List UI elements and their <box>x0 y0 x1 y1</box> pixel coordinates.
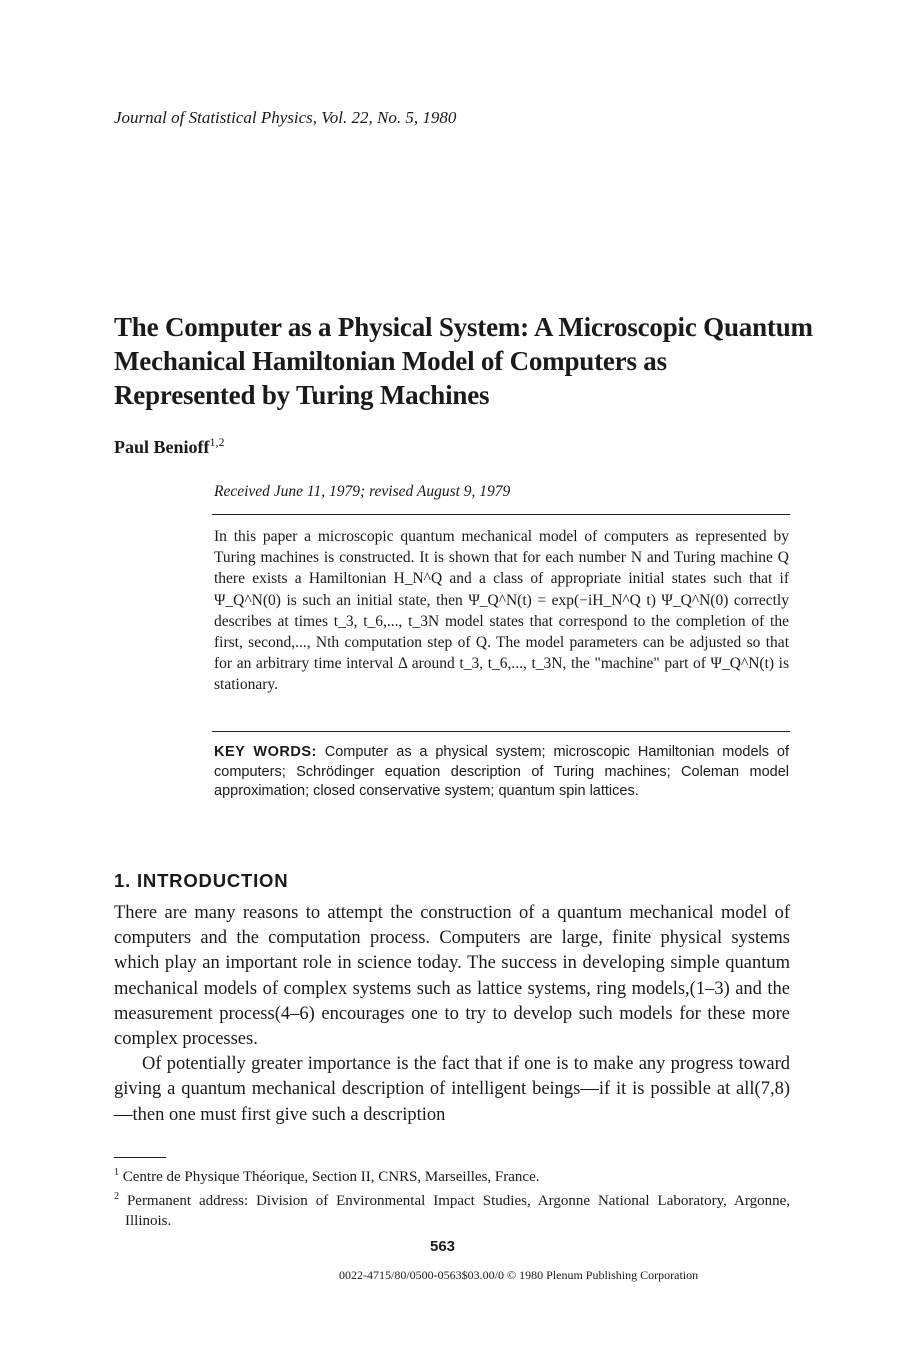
footnotes <box>114 1163 790 1231</box>
footnote-mark: 2 <box>114 1191 119 1202</box>
section-title: INTRODUCTION <box>136 870 289 891</box>
footnote <box>114 1163 790 1187</box>
key-words <box>214 743 789 802</box>
paragraph: Of potentially greater importance is the fact that if one is to make any progress toward giving a quantum mechanical description of intelligent beings—if it is possible at all(7,8)—then one must first give such a description <box>114 1054 790 1125</box>
abstract-bottom-rule <box>212 731 790 732</box>
footnote-text: Permanent address: Division of Environmental Impact Studies, Argonne National Laboratory, Argonne, Illinois. <box>125 1193 791 1229</box>
footnote-text: Centre de Physique Théorique, Section II, CNRS, Marseilles, France. <box>122 1169 540 1185</box>
paper-title: The Computer as a Physical System: A Microscopic Quantum Mechanical Hamiltonian Model of Computers as Represented by Turing Machines <box>114 312 813 410</box>
abstract: In this paper a microscopic quantum mechanical model of computers as represented by Turing machines is constructed. It is shown that for each number N and Turing machine Q there exists a Hamiltonian H_N^Q and a class of appropriate initial states such that if Ψ_Q^N(0) is such an initial state, then Ψ_Q^N(t) = exp(−iH_N^Q t) Ψ_Q^N(0) correctly describes at times t_3, t_6,..., t_3N model states that correspond to the completion of the first, second,..., Nth computation step of Q. The model parameters can be adjusted so that for an arbitrary time interval Δ around t_3, t_6,..., t_3N, the "machine" part of Ψ_Q^N(t) is stationary. <box>214 528 789 694</box>
journal-citation: Journal of Statistical Physics, Vol. 22, No. 5, 1980 <box>114 108 457 127</box>
author-line <box>114 435 225 458</box>
page-number: 563 <box>430 1238 456 1255</box>
paragraph: There are many reasons to attempt the construction of a quantum mechanical model of computers and the computation process. Computers are large, finite physical systems which play an important role in science today. The success in developing simple quantum mechanical models of complex systems such as lattice systems, ring models,(1–3) and the measurement process(4–6) encourages one to try to develop such models for these more complex processes. <box>114 903 790 1050</box>
key-words-label: KEY WORDS: <box>214 744 317 760</box>
section-number: 1. <box>114 870 132 891</box>
abstract-top-rule <box>212 514 790 515</box>
section-heading <box>114 870 288 892</box>
author-affiliation-marks: 1,2 <box>209 435 225 449</box>
key-words-text: Computer as a physical system; microscopic Hamiltonian models of computers; Schrödinger equation description of Turing machines; Coleman model approximation; closed conservative system; quantum spin lattices. <box>214 744 789 799</box>
footnote-mark: 1 <box>114 1167 119 1178</box>
author-name: Paul Benioff <box>114 437 210 457</box>
footnote-rule <box>114 1157 166 1158</box>
footnote <box>114 1187 790 1231</box>
copyright-line: 0022-4715/80/0500-0563$03.00/0 © 1980 Plenum Publishing Corporation <box>339 1268 699 1282</box>
received-dates: Received June 11, 1979; revised August 9, 1979 <box>214 483 511 500</box>
introduction-body <box>114 901 790 1128</box>
